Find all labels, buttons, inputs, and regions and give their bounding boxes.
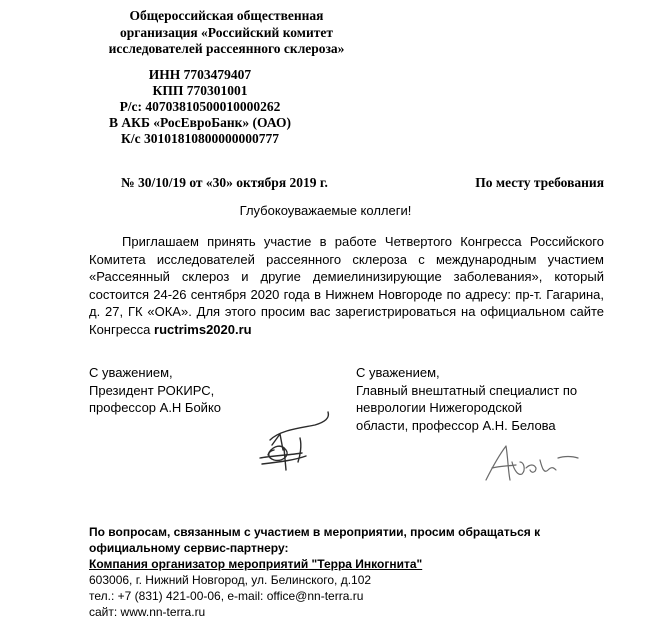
letter-reference: № 30/10/19 от «30» октября 2019 г. <box>121 175 328 190</box>
signature-line: области, профессор А.Н. Белова <box>356 417 556 433</box>
signature-block-right <box>356 364 577 434</box>
handwritten-signature-right <box>478 440 588 490</box>
company-address: 603006, г. Нижний Новгород, ул. Белинского, д.102 <box>89 573 372 587</box>
signature-line: профессор А.Н Бойко <box>89 400 222 415</box>
kpp: КПП 770301001 <box>152 83 248 98</box>
signature-block-left <box>89 364 221 417</box>
company-website: сайт: www.nn-terra.ru <box>89 605 206 619</box>
letter-destination: По месту требования <box>475 175 604 190</box>
company-name: Компания организатор мероприятий "Терра Инкогнита" <box>89 557 423 571</box>
invitation-body <box>89 233 604 338</box>
organization-line: исследователей рассеянного склероза» <box>108 41 345 56</box>
company-phone-email: тел.: +7 (831) 421-00-06, e-mail: office@nn-terra.ru <box>89 589 364 603</box>
invitation-text: Приглашаем принять участие в работе Четвертого Конгресса Российского Комитета исследователей рассеянного склероза с международным участием «Рассеянный склероз и другие демиелинизирующие заболевания», который состоится 24-26 сентября 2020 года в Нижнем Новгороде по адресу: пр-т. Гагарина, д. 27, ГК «ОКА». Для этого просим вас зарегистрироваться на официальном сайте Конгресса <box>89 234 604 337</box>
organization-line: Общероссийская общественная <box>129 8 324 23</box>
organization-header <box>104 8 349 58</box>
congress-website: ructrims2020.ru <box>154 321 252 337</box>
signature-line: неврологии Нижегородской <box>356 400 523 415</box>
correspondent-account: К/с 30101810800000000777 <box>121 131 279 146</box>
handwritten-signature-left <box>240 400 350 480</box>
signature-line: С уважением, <box>356 365 440 380</box>
contact-intro: официальному сервис-партнеру: <box>89 541 289 555</box>
contact-info <box>89 524 629 620</box>
signature-line: Главный внештатный специалист по <box>356 382 578 398</box>
contact-intro: По вопросам, связанным с участием в мероприятии, просим обращаться к <box>89 525 541 539</box>
bank-name: В АКБ «РосЕвроБанк» (ОАО) <box>109 115 291 130</box>
bank-details <box>0 67 400 147</box>
signature-line: С уважением, <box>89 365 173 380</box>
inn: ИНН 7703479407 <box>148 67 252 82</box>
organization-line: организация «Российский комитет <box>119 24 334 40</box>
signature-line: Президент РОКИРС, <box>89 382 215 398</box>
settlement-account: Р/с: 40703810500010000262 <box>119 99 281 114</box>
greeting: Глубокоуважаемые коллеги! <box>239 203 412 218</box>
